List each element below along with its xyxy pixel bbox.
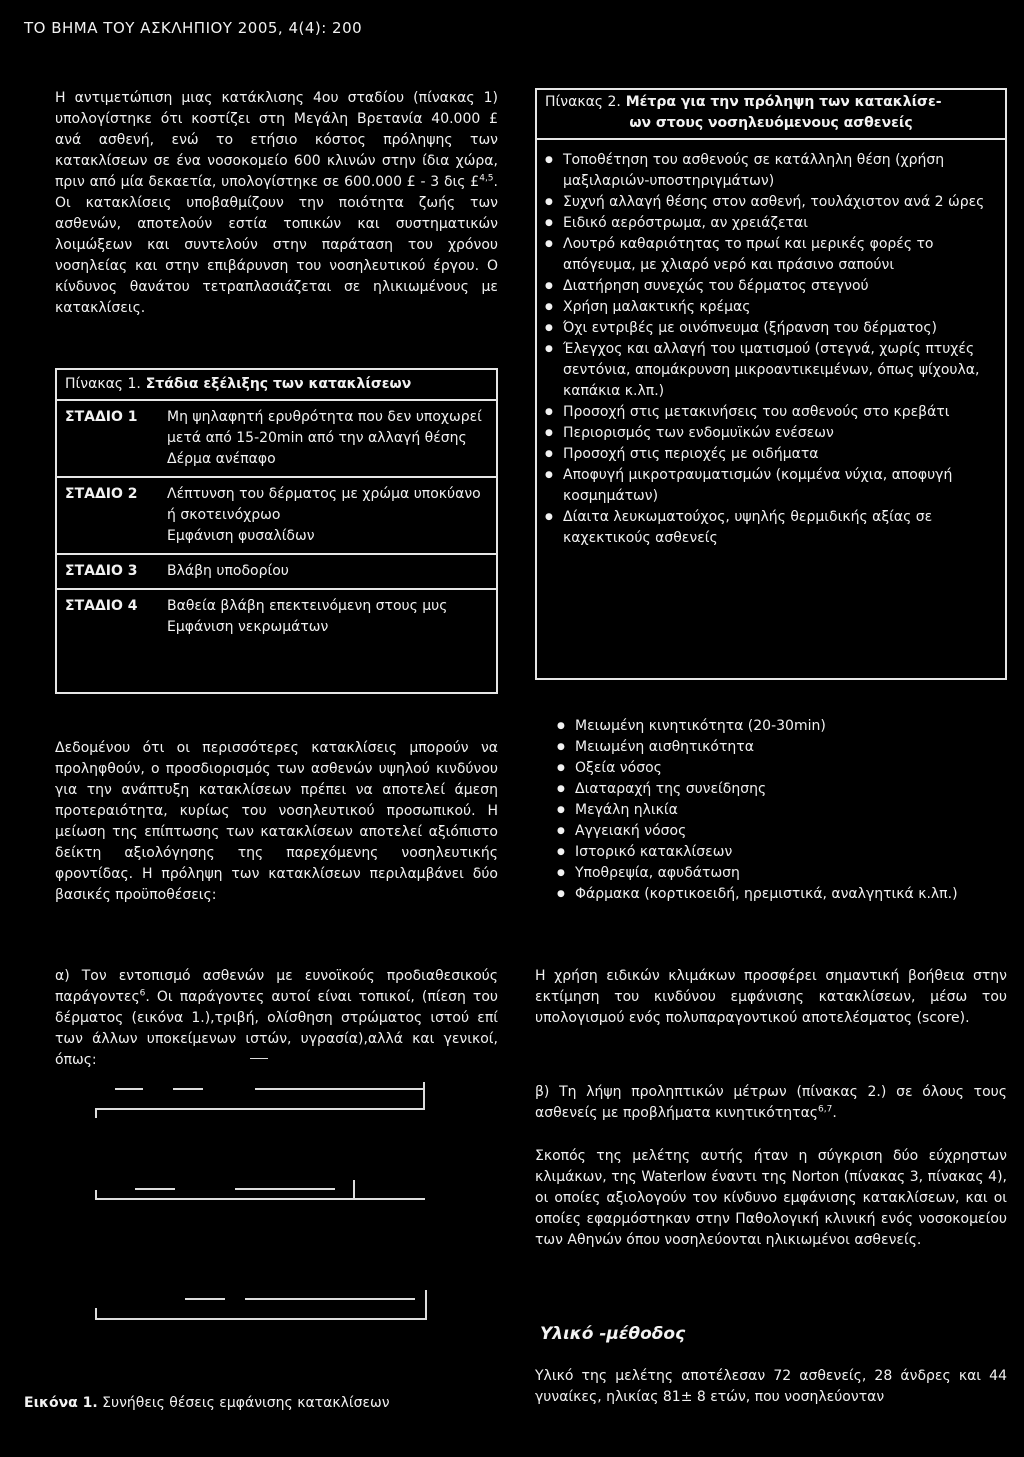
- figure-stroke: [245, 1298, 415, 1300]
- list-item: ● Δίαιτα λευκωματούχος, υψηλής θερμιδικής αξίας σε καχεκτικούς ασθενείς: [537, 507, 1005, 549]
- p1-text-b: . Οι κατακλίσεις υποβαθμίζουν την ποιότητα ζωής των ασθενών, αποτελούν εστία τοπικών και συστηματικών λοιμώξεων και συντελούν στην παράταση του χρόνου νοσηλείας και στην επιβάρυνση του νοσηλευτικού έργου. Ο κίνδυνος θανάτου τετραπλασιάζεται σε ηλικιωμένους με κατακλίσεις.: [55, 174, 498, 316]
- figure-caption-text: Συνήθεις θέσεις εμφάνισης κατακλίσεων: [102, 1395, 390, 1411]
- figure-stroke: [235, 1188, 335, 1190]
- risk-factors-list: [555, 716, 1007, 905]
- stage-line: Εμφάνιση νεκρωμάτων: [167, 619, 329, 635]
- list-item: ● Αγγειακή νόσος: [555, 821, 1007, 842]
- stage-description: [167, 561, 496, 582]
- list-item: ● Συχνή αλλαγή θέσης στον ασθενή, τουλάχιστον ανά 2 ώρες: [537, 192, 1005, 213]
- figure-1-caption: [24, 1393, 390, 1414]
- right-p2-text-a: β) Τη λήψη προληπτικών μέτρων (πίνακας 2.) σε όλους τους ασθενείς με προβλήματα κινητικότητας: [535, 1084, 1007, 1121]
- figure-number: Εικόνα 1.: [24, 1395, 98, 1411]
- figure-stroke: [95, 1108, 97, 1118]
- right-p2-text-b: .: [832, 1105, 837, 1121]
- stage-label: ΣΤΑΔΙΟ 1: [65, 409, 138, 425]
- prevention-measures-list: [537, 140, 1005, 549]
- list-item: ● Όχι εντριβές με οινόπνευμα (ξήρανση του δέρματος): [537, 318, 1005, 339]
- stage-label: ΣΤΑΔΙΟ 3: [65, 563, 138, 579]
- stage-line: Λέπτυνση του δέρματος με χρώμα υποκύανο ή σκοτεινόχρωο: [167, 486, 481, 523]
- figure-stroke: [135, 1188, 175, 1190]
- ref-sup: 6: [139, 988, 146, 999]
- stage-line: Βλάβη υποδορίου: [167, 563, 289, 579]
- figure-stroke: [250, 1058, 268, 1059]
- figure-stroke: [425, 1290, 427, 1318]
- right-p1-text: Η χρήση ειδικών κλιμάκων προσφέρει σημαντική βοήθεια στην εκτίμηση του κινδύνου εμφάνισης κατακλίσεων, μέσω του υπολογισμού ενός πολυπαραγοντικού αποτελέσματος (score).: [535, 968, 1007, 1026]
- list-item: ● Υποθρεψία, αφυδάτωση: [555, 863, 1007, 884]
- figure-stroke: [95, 1108, 425, 1110]
- right-p4-text: Υλικό της μελέτης αποτέλεσαν 72 ασθενείς, 28 άνδρες και 44 γυναίκες, ηλικίας 81± 8 ετών, που νοσηλεύονταν: [535, 1368, 1007, 1405]
- table-1-caption: [57, 370, 496, 401]
- list-item: ● Μεγάλη ηλικία: [555, 800, 1007, 821]
- table-1-title: Στάδια εξέλιξης των κατακλίσεων: [145, 376, 412, 392]
- list-item: ● Διαταραχή της συνείδησης: [555, 779, 1007, 800]
- running-head: ΤΟ ΒΗΜΑ ΤΟΥ ΑΣΚΛΗΠΙΟΥ 2005, 4(4): 200: [24, 19, 363, 37]
- stage-line: Δέρμα ανέπαφο: [167, 451, 276, 467]
- right-p3-text: Σκοπός της μελέτης αυτής ήταν η σύγκριση δύο εύχρηστων κλιμάκων, της Waterlow έναντι της Norton (πίνακας 3, πίνακας 4), οι οποίες αξιολογούν τον κίνδυνο εμφάνισης κατακλίσεων, και οι οποίες εφαρμόστηκαν στην Παθολογική κλινική ενός νοσοκομείου των Αθηνών όπου νοσηλεύονται ηλικιωμένοι ασθενείς.: [535, 1148, 1007, 1248]
- figure-stroke: [95, 1318, 427, 1320]
- stage-description: [167, 596, 496, 638]
- figure-stroke: [353, 1180, 355, 1198]
- table-row: [57, 478, 496, 555]
- list-item: ● Μειωμένη αισθητικότητα: [555, 737, 1007, 758]
- figure-stroke: [95, 1190, 97, 1200]
- ref-sup: 6,7: [818, 1104, 833, 1115]
- table-2-title-line-2: ων στους νοσηλευόμενους ασθενείς: [629, 115, 913, 131]
- table-row: [57, 401, 496, 478]
- table-2-caption: [537, 90, 1005, 140]
- left-paragraph-1: [55, 88, 498, 319]
- list-item: ● Ειδικό αερόστρωμα, αν χρειάζεται: [537, 213, 1005, 234]
- list-item: ● Έλεγχος και αλλαγή του ιματισμού (στεγνά, χωρίς πτυχές σεντόνια, απομάκρυνση μικροαντικειμένων, όπως ψίχουλα, καπάκια κ.λπ.): [537, 339, 1005, 402]
- stage-line: Βαθεία βλάβη επεκτεινόμενη στους μυς: [167, 598, 448, 614]
- list-item: ● Τοποθέτηση του ασθενούς σε κατάλληλη θέση (χρήση μαξιλαριών-υποστηριγμάτων): [537, 150, 1005, 192]
- figure-stroke: [95, 1198, 425, 1200]
- table-2: [535, 88, 1007, 680]
- stage-line: Εμφάνιση φυσαλίδων: [167, 528, 315, 544]
- list-item: ● Προσοχή στις μετακινήσεις του ασθενούς στο κρεβάτι: [537, 402, 1005, 423]
- p3-text-a: α) Τον εντοπισμό ασθενών με ευνοϊκούς προδιαθεσικούς παράγοντες: [55, 968, 498, 1005]
- stage-label: ΣΤΑΔΙΟ 4: [65, 598, 138, 614]
- figure-stroke: [423, 1082, 425, 1110]
- list-item: ● Προσοχή στις περιοχές με οιδήματα: [537, 444, 1005, 465]
- list-item: ● Αποφυγή μικροτραυματισμών (κομμένα νύχια, αποφυγή κοσμημάτων): [537, 465, 1005, 507]
- figure-stroke: [95, 1308, 97, 1320]
- stage-line: Μη ψηλαφητή ερυθρότητα που δεν υποχωρεί μετά από 15-20min από την αλλαγή θέσης: [167, 409, 482, 446]
- list-item: ● Μειωμένη κινητικότητα (20-30min): [555, 716, 1007, 737]
- right-paragraph-3: [535, 1146, 1007, 1251]
- list-item: ● Χρήση μαλακτικής κρέμας: [537, 297, 1005, 318]
- right-paragraph-4: [535, 1366, 1007, 1408]
- right-paragraph-2: [535, 1082, 1007, 1124]
- figure-stroke: [173, 1088, 203, 1090]
- ref-sup: 4,5: [479, 173, 494, 184]
- figure-1-image: [95, 1030, 430, 1380]
- stage-description: [167, 484, 496, 547]
- list-item: ● Διατήρηση συνεχώς του δέρματος στεγνού: [537, 276, 1005, 297]
- figure-stroke: [115, 1088, 143, 1090]
- p3-text-b: . Οι παράγοντες αυτοί είναι τοπικοί, (πίεση του δέρματος (εικόνα 1.),τριβή, ολίσθηση στρώματος ιστού επί των άλλων υποκείμενων ιστών, υγρασία),αλλά και γενικοί, όπως:: [55, 989, 498, 1068]
- figure-stroke: [255, 1088, 425, 1090]
- p2-text: Δεδομένου ότι οι περισσότερες κατακλίσεις μπορούν να προληφθούν, ο προσδιορισμός των ασθενών υψηλού κινδύνου για την ανάπτυξη κατακλίσεων πρέπει να αποτελεί άμεση προτεραιότητα, κυρίως του νοσηλευτικού προσωπικού. Η μείωση της επίπτωσης των κατακλίσεων αποτελεί αξιόπιστο δείκτη αξιολόγησης της παρεχόμενης νοσηλευτικής φροντίδας. Η πρόληψη των κατακλίσεων περιλαμβάνει δύο βασικές προϋποθέσεις:: [55, 740, 498, 903]
- table-row: [57, 555, 496, 590]
- right-paragraph-1: [535, 966, 1007, 1029]
- table-2-title-line-1: Μέτρα για την πρόληψη των κατακλίσε-: [625, 94, 942, 110]
- table-2-number: Πίνακας 2.: [545, 94, 621, 110]
- list-item: ● Περιορισμός των ενδομυϊκών ενέσεων: [537, 423, 1005, 444]
- list-item: ● Φάρμακα (κορτικοειδή, ηρεμιστικά, αναλγητικά κ.λπ.): [555, 884, 1007, 905]
- stage-label: ΣΤΑΔΙΟ 2: [65, 486, 138, 502]
- table-1: [55, 368, 498, 694]
- list-item: ● Λουτρό καθαριότητας το πρωί και μερικές φορές το απόγευμα, με χλιαρό νερό και πράσινο σαπούνι: [537, 234, 1005, 276]
- stage-description: [167, 407, 496, 470]
- left-paragraph-2: [55, 738, 498, 906]
- section-heading: Υλικό -μέθοδος: [540, 1324, 686, 1344]
- p1-text-a: Η αντιμετώπιση μιας κατάκλισης 4ου σταδίου (πίνακας 1) υπολογίστηκε ότι κοστίζει στη Μεγάλη Βρετανία 40.000 £ ανά ασθενή, ενώ το ετήσιο κόστος πρόληψης των κατακλίσεων σε ένα νοσοκομείο 600 κλινών στην ίδια χώρα, πριν από μία δεκαετία, υπολογίστηκε σε 600.000 £ - 3 δις £: [55, 90, 498, 190]
- list-item: ● Ιστορικό κατακλίσεων: [555, 842, 1007, 863]
- table-1-number: Πίνακας 1.: [65, 376, 141, 392]
- list-item: ● Οξεία νόσος: [555, 758, 1007, 779]
- figure-stroke: [185, 1298, 225, 1300]
- table-row: [57, 590, 496, 644]
